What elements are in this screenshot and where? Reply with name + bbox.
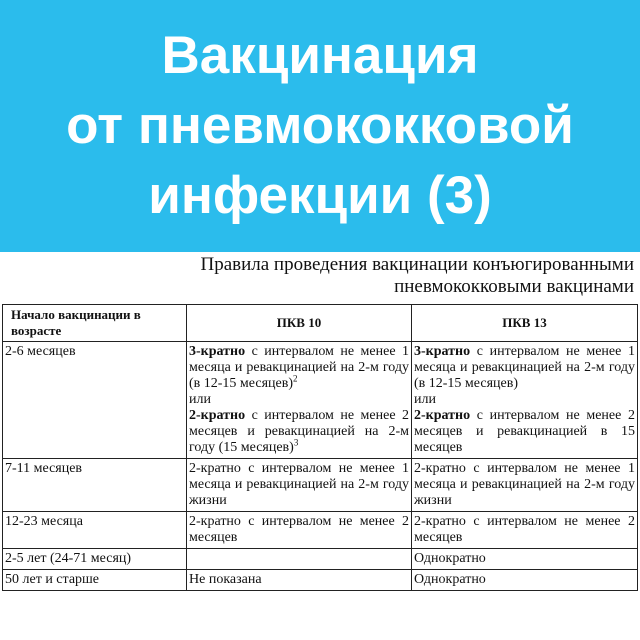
vaccination-rules-table bbox=[2, 304, 638, 591]
table-caption-line-2: пневмококковыми вакцинами bbox=[394, 276, 634, 297]
pkv13-cell: 2-кратно с интервалом не менее 1 месяца и ревакцинацией на 2-м году жизни bbox=[412, 459, 638, 512]
pkv10-option-1-count: 3-кратно bbox=[189, 344, 246, 359]
table-row bbox=[3, 549, 638, 570]
table-row bbox=[3, 570, 638, 591]
table-header-row bbox=[3, 305, 638, 342]
pkv10-option-2 bbox=[189, 408, 409, 456]
banner-title-line-3: инфекции (3) bbox=[148, 166, 492, 225]
table-row bbox=[3, 512, 638, 549]
footnote-ref: 2 bbox=[293, 373, 298, 384]
banner-title-line-1: Вакцинация bbox=[161, 26, 479, 85]
pkv13-cell bbox=[412, 342, 638, 459]
pkv10-option-1 bbox=[189, 344, 409, 392]
header-age: Начало вакцинации в возрасте bbox=[3, 305, 187, 342]
pkv10-option-2-count: 2-кратно bbox=[189, 408, 246, 423]
pkv10-cell: 2-кратно с интервалом не менее 2 месяцев bbox=[187, 512, 412, 549]
header-pkv10: ПКВ 10 bbox=[187, 305, 412, 342]
pkv13-cell: 2-кратно с интервалом не менее 2 месяцев bbox=[412, 512, 638, 549]
age-cell: 50 лет и старше bbox=[3, 570, 187, 591]
pkv13-cell: Однократно bbox=[412, 570, 638, 591]
pkv13-option-2 bbox=[414, 408, 635, 456]
pkv13-option-1-count: 3-кратно bbox=[414, 344, 471, 359]
age-cell: 12-23 месяца bbox=[3, 512, 187, 549]
age-cell: 7-11 месяцев bbox=[3, 459, 187, 512]
pkv10-cell bbox=[187, 549, 412, 570]
table-row bbox=[3, 342, 638, 459]
table-caption-line-1: Правила проведения вакцинации конъюгированными bbox=[200, 254, 634, 275]
pkv13-option-1-text: с интервалом не менее 1 месяца и ревакцинацией на 2-м году (в 12-15 месяцев) bbox=[414, 344, 635, 391]
age-cell: 2-6 месяцев bbox=[3, 342, 187, 459]
header-pkv13: ПКВ 13 bbox=[412, 305, 638, 342]
pkv10-cell: 2-кратно с интервалом не менее 1 месяца и ревакцинацией на 2-м году жизни bbox=[187, 459, 412, 512]
pkv10-option-1-text: с интервалом не менее 1 месяца и ревакцинацией на 2-м году (в 12-15 месяцев) bbox=[189, 344, 409, 391]
banner-title-line-2: от пневмококковой bbox=[66, 96, 574, 155]
pkv13-option-2-count: 2-кратно bbox=[414, 408, 471, 423]
age-cell: 2-5 лет (24-71 месяц) bbox=[3, 549, 187, 570]
pkv13-cell: Однократно bbox=[412, 549, 638, 570]
title-banner bbox=[0, 0, 640, 252]
pkv10-option-2-text: с интервалом не менее 2 месяцев и ревакцинацией на 2-м году (15 месяцев) bbox=[189, 408, 409, 455]
table-caption bbox=[14, 254, 634, 298]
pkv10-cell bbox=[187, 342, 412, 459]
pkv13-option-2-text: с интервалом не менее 2 месяцев и ревакцинацией в 15 месяцев bbox=[414, 408, 635, 455]
footnote-ref: 3 bbox=[293, 437, 299, 448]
or-label: или bbox=[414, 392, 436, 407]
table-row bbox=[3, 459, 638, 512]
or-label: или bbox=[189, 392, 211, 407]
pkv10-cell: Не показана bbox=[187, 570, 412, 591]
pkv13-option-1 bbox=[414, 344, 635, 392]
